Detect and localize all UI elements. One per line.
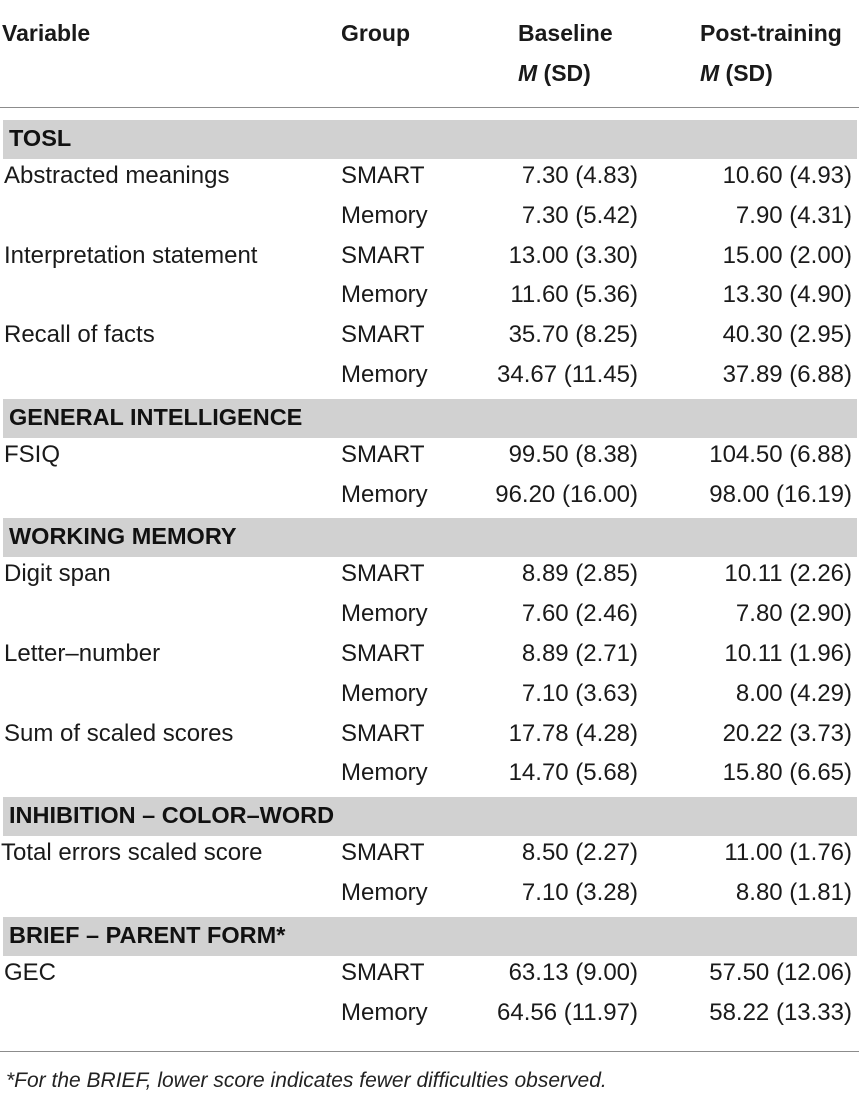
cell-group: SMART — [341, 720, 425, 747]
header-baseline: Baseline — [518, 20, 613, 46]
cell-variable: Sum of scaled scores — [4, 720, 234, 747]
cell-variable: Recall of facts — [4, 321, 155, 348]
cell-post-training: 7.80 (2.90) — [735, 600, 852, 627]
header-stat-m: M — [518, 60, 538, 86]
cell-group: Memory — [341, 680, 428, 707]
cell-group: Memory — [341, 361, 428, 388]
cell-baseline: 8.89 (2.71) — [521, 640, 638, 667]
cell-group: Memory — [341, 999, 428, 1026]
section-header — [3, 797, 857, 836]
header-post-stat — [700, 60, 773, 87]
cell-variable: Letter–number — [4, 640, 161, 667]
cell-baseline: 8.50 (2.27) — [521, 839, 638, 866]
cell-baseline: 64.56 (11.97) — [497, 999, 638, 1026]
table-row — [0, 240, 859, 280]
header-baseline-stat — [518, 60, 591, 87]
section-header — [3, 917, 857, 956]
cell-post-training: 10.60 (4.93) — [722, 162, 852, 189]
cell-group: Memory — [341, 481, 428, 508]
table-row — [0, 359, 859, 399]
cell-variable: Abstracted meanings — [4, 162, 230, 189]
section-header — [3, 399, 857, 438]
table-row — [0, 439, 859, 479]
cell-post-training: 104.50 (6.88) — [709, 441, 852, 468]
cell-baseline: 14.70 (5.68) — [508, 759, 638, 786]
cell-variable: Interpretation statement — [4, 242, 258, 269]
cell-post-training: 10.11 (2.26) — [724, 560, 852, 587]
section-title: GENERAL INTELLIGENCE — [9, 403, 303, 430]
cell-group: SMART — [341, 162, 425, 189]
cell-group: Memory — [341, 600, 428, 627]
section-title: WORKING MEMORY — [9, 523, 237, 550]
cell-group: SMART — [341, 959, 425, 986]
cell-group: SMART — [341, 441, 425, 468]
cell-baseline: 7.30 (5.42) — [521, 202, 638, 229]
cell-baseline: 7.60 (2.46) — [521, 600, 638, 627]
cell-post-training: 10.11 (1.96) — [724, 640, 852, 667]
cell-baseline: 35.70 (8.25) — [508, 321, 638, 348]
header-stat-sd: (SD) — [537, 60, 591, 86]
cell-variable: FSIQ — [4, 441, 61, 468]
header-post-training: Post-training — [700, 20, 842, 46]
cell-group: SMART — [341, 839, 425, 866]
table-row — [0, 757, 859, 797]
cell-post-training: 58.22 (13.33) — [709, 999, 852, 1026]
cell-group: Memory — [341, 759, 428, 786]
table-row — [0, 678, 859, 718]
cell-baseline: 96.20 (16.00) — [495, 481, 638, 508]
bottom-rule — [0, 1051, 859, 1052]
cell-post-training: 11.00 (1.76) — [724, 839, 852, 866]
cell-group: SMART — [341, 242, 425, 269]
cell-baseline: 7.30 (4.83) — [521, 162, 638, 189]
table-row — [0, 997, 859, 1037]
section-title: TOSL — [9, 125, 72, 151]
table-row — [0, 957, 859, 997]
section-header — [3, 120, 857, 159]
table-row — [0, 479, 859, 519]
table-row — [0, 200, 859, 240]
cell-baseline: 11.60 (5.36) — [510, 281, 638, 308]
cell-group: SMART — [341, 560, 425, 587]
cell-post-training: 20.22 (3.73) — [722, 720, 852, 747]
cell-post-training: 13.30 (4.90) — [722, 281, 852, 308]
cell-baseline: 17.78 (4.28) — [508, 720, 638, 747]
cell-post-training: 98.00 (16.19) — [709, 481, 852, 508]
footnote: *For the BRIEF, lower score indicates fewer difficulties observed. — [6, 1069, 607, 1092]
table-row — [0, 718, 859, 758]
table-row — [0, 877, 859, 917]
cell-post-training: 57.50 (12.06) — [709, 959, 852, 986]
cell-baseline: 8.89 (2.85) — [521, 560, 638, 587]
cell-post-training: 7.90 (4.31) — [735, 202, 852, 229]
table-row — [0, 279, 859, 319]
cell-baseline: 34.67 (11.45) — [497, 361, 638, 388]
header-variable: Variable — [2, 20, 91, 46]
table-row — [0, 558, 859, 598]
cell-post-training: 15.80 (6.65) — [722, 759, 852, 786]
header-group: Group — [341, 20, 410, 46]
cell-post-training: 40.30 (2.95) — [722, 321, 852, 348]
table-row — [0, 319, 859, 359]
table-row — [0, 638, 859, 678]
header-stat-m: M — [700, 60, 720, 86]
cell-group: Memory — [341, 281, 428, 308]
cell-group: SMART — [341, 321, 425, 348]
cell-group: Memory — [341, 879, 428, 906]
section-header — [3, 518, 857, 557]
cell-post-training: 8.00 (4.29) — [735, 680, 852, 707]
cell-baseline: 13.00 (3.30) — [508, 242, 638, 269]
cell-baseline: 63.13 (9.00) — [508, 959, 638, 986]
table-row — [0, 598, 859, 638]
cell-baseline: 7.10 (3.28) — [521, 879, 638, 906]
table-row — [0, 160, 859, 200]
table-row — [0, 837, 859, 877]
cell-post-training: 37.89 (6.88) — [722, 361, 852, 388]
cell-baseline: 7.10 (3.63) — [521, 680, 638, 707]
cell-variable: Total errors scaled score — [1, 839, 263, 866]
cell-baseline: 99.50 (8.38) — [508, 441, 638, 468]
cell-variable: Digit span — [4, 560, 111, 587]
cell-post-training: 8.80 (1.81) — [735, 879, 852, 906]
cell-variable: GEC — [4, 959, 57, 986]
section-title: BRIEF – PARENT FORM* — [9, 921, 286, 948]
section-title: INHIBITION – COLOR–WORD — [9, 802, 335, 829]
header-stat-sd: (SD) — [719, 60, 773, 86]
cell-post-training: 15.00 (2.00) — [722, 242, 852, 269]
cell-group: Memory — [341, 202, 428, 229]
cell-group: SMART — [341, 640, 425, 667]
header-rule — [0, 107, 859, 108]
